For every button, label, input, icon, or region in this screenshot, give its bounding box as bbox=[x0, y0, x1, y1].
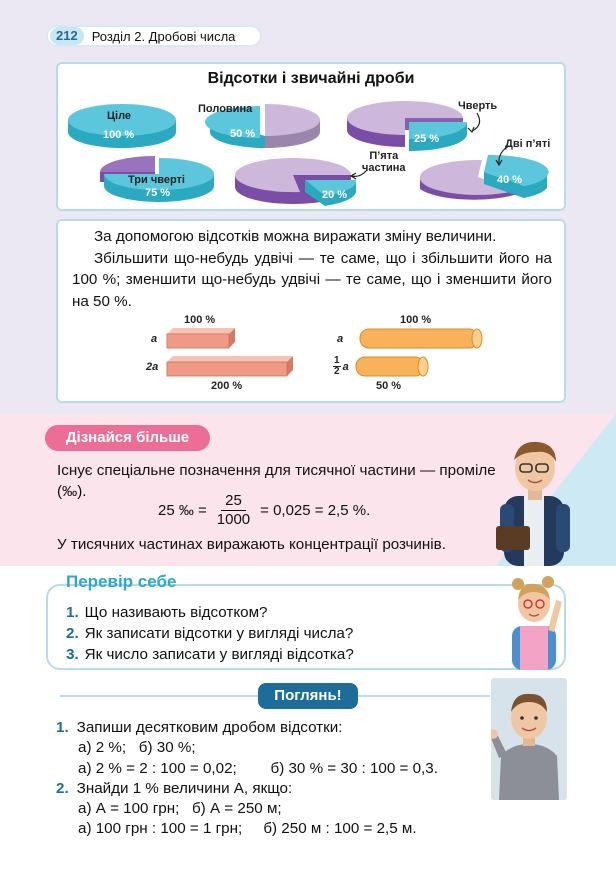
check-item: 3. Як число записати у вигляді відсотка? bbox=[66, 646, 354, 663]
formula-fraction bbox=[213, 492, 254, 529]
look-line: а) 2 % = 2 : 100 = 0,02; б) 30 % = 30 : 100 = 0,3. bbox=[78, 759, 438, 777]
bar-var-a-left: a bbox=[151, 333, 158, 345]
bar-label-50: 50 % bbox=[376, 380, 402, 392]
bar-a-salmon bbox=[167, 328, 235, 348]
check-item: 1. Що називають відсотком? bbox=[66, 604, 268, 621]
bar-a-orange bbox=[360, 329, 482, 348]
look-badge: Поглянь! bbox=[258, 683, 358, 709]
check-item: 2. Як записати відсотки у вигляді числа? bbox=[66, 625, 354, 642]
page-number: 212 bbox=[50, 27, 84, 45]
look-item-1: 1. Запиши десятковим дробом відсотки: bbox=[56, 719, 343, 736]
look-line: а) 2 %; б) 30 %; bbox=[78, 739, 196, 757]
bar-2a-salmon bbox=[167, 356, 293, 376]
formula-left: 25 ‰ = bbox=[158, 502, 207, 519]
box-title: Відсотки і звичайні дроби bbox=[207, 70, 415, 87]
bar-label-200: 200 % bbox=[211, 380, 243, 392]
pie-label-half: Половина bbox=[198, 103, 253, 115]
pie-label-fifth: П’ята частина bbox=[362, 150, 406, 174]
bar-half-a-orange bbox=[356, 357, 428, 376]
check-yourself-title: Перевір себе bbox=[66, 572, 177, 591]
bar-var-half-a: 1 2 a bbox=[334, 355, 349, 377]
pie-label-three-quarters: Три чверті bbox=[128, 174, 185, 186]
formula-num: 25 bbox=[221, 492, 246, 511]
pie-pct-whole: 100 % bbox=[103, 129, 135, 141]
bar-label-100-right: 100 % bbox=[400, 314, 432, 326]
pie-pct-two-fifths: 40 % bbox=[497, 174, 523, 186]
pie-pct-half: 50 % bbox=[230, 128, 256, 140]
pie-pct-three-quarters: 75 % bbox=[145, 187, 171, 199]
learn-more-text: Існує спеціальне позначення для тисячної частини — проміле (‰). bbox=[57, 462, 496, 500]
pie-label-whole: Ціле bbox=[107, 110, 132, 122]
look-item-2: 2. Знайди 1 % величини А, якщо: bbox=[56, 779, 293, 797]
formula-right: = 0,025 = 2,5 %. bbox=[260, 502, 371, 519]
formula-den: 1000 bbox=[216, 511, 251, 528]
boy-with-book-illustration bbox=[492, 434, 576, 566]
change-p2: Збільшити що-небудь удвічі — те саме, що і збільшити його на 100 %; зменшити що-небудь удвічі — те саме, що і зменшити його на 50 %. bbox=[72, 249, 552, 310]
permille-formula bbox=[158, 492, 370, 529]
chapter-title: Розділ 2. Дробові числа bbox=[91, 28, 236, 44]
look-line: а) А = 100 грн; б) А = 250 м; bbox=[78, 800, 282, 818]
look-line: а) 100 грн : 100 = 1 грн; б) 250 м : 100 = 2,5 м. bbox=[78, 820, 417, 838]
check-yourself-list bbox=[66, 602, 354, 665]
change-p1: За допомогою відсотків можна виражати зміну величини. bbox=[94, 228, 497, 245]
bar-var-a-right: a bbox=[337, 333, 344, 345]
boy-pointing-illustration bbox=[491, 678, 567, 800]
bar-var-2a: 2a bbox=[146, 361, 159, 373]
learn-more-badge: Дізнайся більше bbox=[45, 425, 210, 451]
pie-label-quarter: Чверть bbox=[458, 100, 498, 112]
girl-illustration bbox=[504, 570, 564, 670]
bar-label-100-left: 100 % bbox=[184, 314, 216, 326]
pie-label-two-fifths: Дві п’яті bbox=[505, 138, 551, 150]
pie-pct-fifth: 20 % bbox=[322, 189, 348, 201]
learn-more-last: У тисячних частинах виражають концентрації розчинів. bbox=[57, 536, 446, 553]
look-examples bbox=[56, 718, 438, 840]
bars-illustration bbox=[0, 0, 616, 410]
pie-pct-quarter: 25 % bbox=[414, 133, 440, 145]
